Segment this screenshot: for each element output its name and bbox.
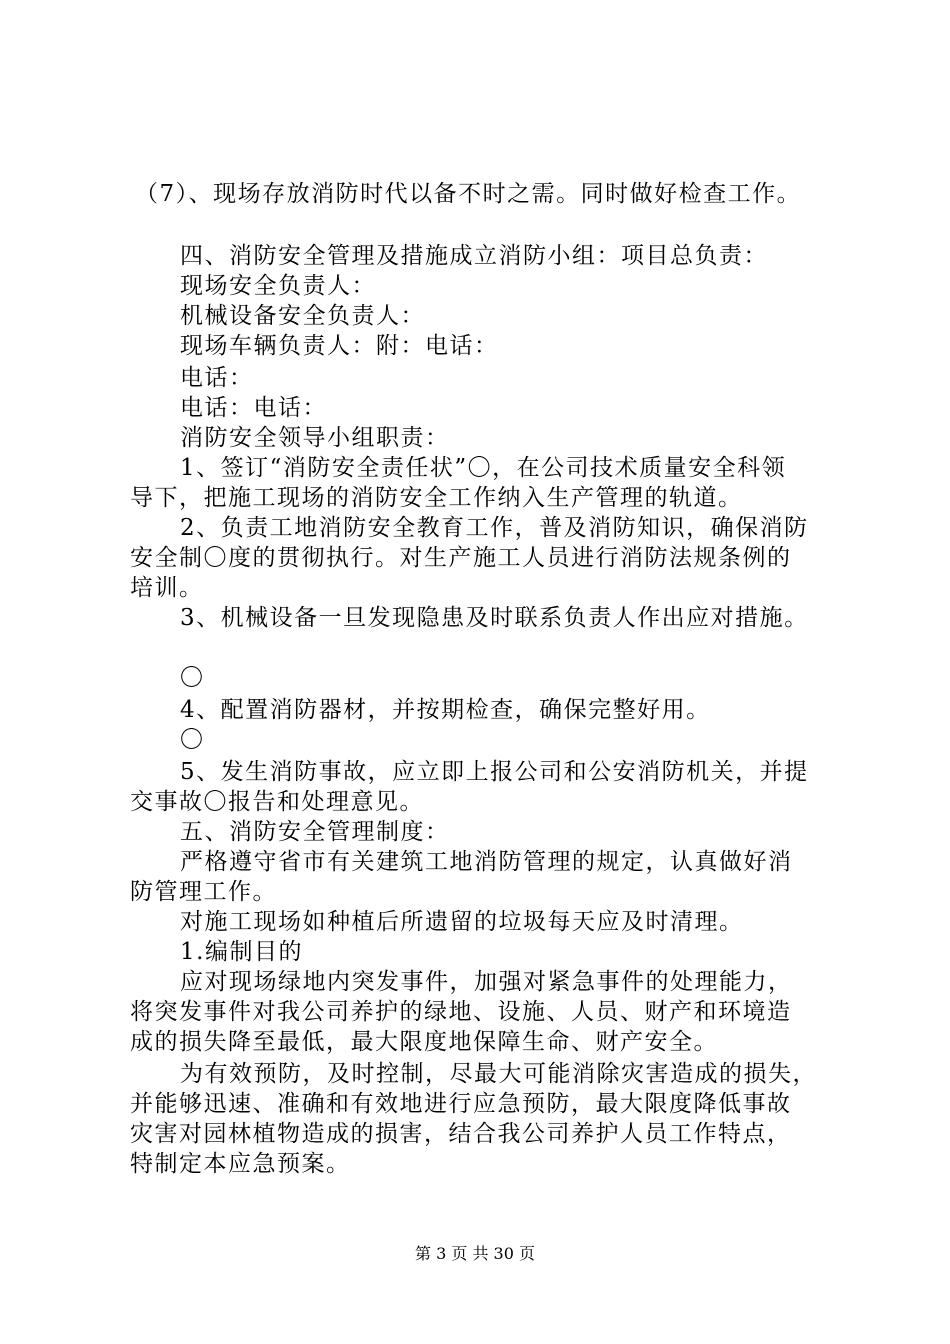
paragraph-line: 特制定本应急预案。 (130, 1151, 351, 1177)
paragraph-line: 防管理工作。 (130, 879, 277, 905)
paragraph-line: 并能够迅速、准确和有效地进行应急预防，最大限度降低事故 (130, 1091, 792, 1117)
paragraph-line: 电话：电话： (180, 395, 327, 421)
paragraph-line: 机械设备安全负责人： (180, 303, 425, 329)
paragraph-line: 对施工现场如种植后所遗留的垃圾每天应及时清理。 (180, 909, 744, 935)
paragraph-line: 电话： (180, 365, 254, 391)
paragraph-line: 安全制〇度的贯彻执行。对生产施工人员进行消防法规条例的 (130, 545, 792, 571)
paragraph-line: 交事故〇报告和处理意见。 (130, 789, 424, 815)
paragraph-line: 3、机械设备一旦发现隐患及时联系负责人作出应对措施。 (180, 605, 809, 631)
paragraph-line: 应对现场绿地内突发事件，加强对紧急事件的处理能力， (180, 969, 793, 995)
section-heading: 五、消防安全管理制度： (180, 819, 450, 845)
paragraph-line: 灾害对园林植物造成的损害，结合我公司养护人员工作特点， (130, 1121, 792, 1147)
paragraph-line: （7）、现场存放消防时代以备不时之需。同时做好检查工作。 (135, 181, 802, 207)
paragraph-line: 导下，把施工现场的消防安全工作纳入生产管理的轨道。 (130, 485, 743, 511)
paragraph-line: 为有效预防，及时控制，尽最大可能消除灾害造成的损失， (180, 1061, 817, 1087)
paragraph-line: 〇 (180, 665, 205, 691)
paragraph-line: 现场车辆负责人：附：电话： (180, 333, 499, 359)
section-heading: 四、消防安全管理及措施成立消防小组：项目总负责： (180, 243, 768, 269)
page-footer: 第 3 页 共 30 页 (415, 1244, 535, 1263)
paragraph-line: 1、签订“消防安全责任状”〇，在公司技术质量安全科领 (180, 455, 787, 481)
paragraph-line: 严格遵守省市有关建筑工地消防管理的规定，认真做好消 (180, 849, 793, 875)
paragraph-line: 〇 (180, 727, 205, 753)
paragraph-line: 培训。 (130, 575, 204, 601)
paragraph-line: 5、发生消防事故，应立即上报公司和公安消防机关，并提 (180, 759, 809, 785)
paragraph-line: 将突发事件对我公司养护的绿地、设施、人员、财产和环境造 (130, 999, 792, 1025)
subsection-heading: 1.编制目的 (180, 939, 303, 965)
paragraph-line: 成的损失降至最低，最大限度地保障生命、财产安全。 (130, 1029, 718, 1055)
paragraph-line: 现场安全负责人： (180, 273, 376, 299)
paragraph-line: 4、配置消防器材，并按期检查，确保完整好用。 (180, 697, 711, 723)
paragraph-line: 消防安全领导小组职责： (180, 425, 450, 451)
paragraph-line: 2、负责工地消防安全教育工作，普及消防知识，确保消防 (180, 515, 809, 541)
